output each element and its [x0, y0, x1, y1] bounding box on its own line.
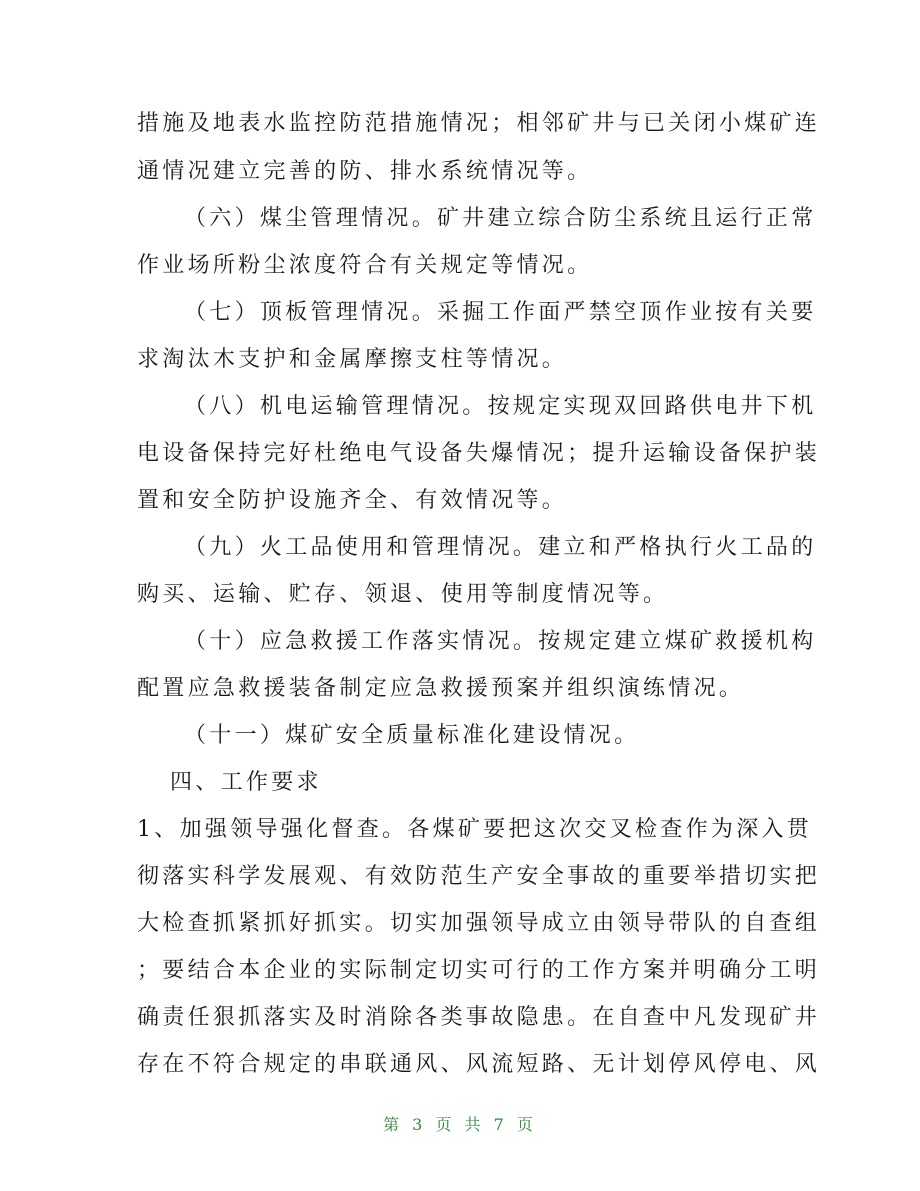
body-line: 配置应急救援装备制定应急救援预案并组织演练情况。: [137, 676, 745, 701]
body-line: 求淘汰木支护和金属摩擦支柱等情况。: [137, 347, 568, 372]
body-line: 1、加强领导强化督查。各煤矿要把这次交叉检查作为深入贯: [137, 817, 813, 842]
section-heading-10: （十）应急救援工作落实情况。按规定建立煤矿救援机构: [184, 629, 817, 654]
section-heading-7: （七）顶板管理情况。采掘工作面严禁空顶作业按有关要: [184, 300, 817, 325]
section-heading-9: （九）火工品使用和管理情况。建立和严格执行火工品的: [184, 535, 817, 560]
body-line: ；要结合本企业的实际制定切实可行的工作方案并明确分工明: [137, 958, 821, 983]
section-heading-8: （八）机电运输管理情况。按规定实现双回路供电井下机: [184, 394, 817, 419]
chapter-heading: 四、工作要求: [170, 770, 322, 795]
page-number-footer: 第 3 页 共 7 页: [383, 1115, 537, 1134]
body-line: 通情况建立完善的防、排水系统情况等。: [137, 159, 593, 184]
section-heading-11: （十一）煤矿安全质量标准化建设情况。: [184, 723, 640, 748]
body-line: 购买、运输、贮存、领退、使用等制度情况等。: [137, 582, 669, 607]
body-line: 作业场所粉尘浓度符合有关规定等情况。: [137, 253, 593, 278]
body-line: 确责任狠抓落实及时消除各类事故隐患。在自查中凡发现矿井: [137, 1005, 821, 1030]
body-line: 大检查抓紧抓好抓实。切实加强领导成立由领导带队的自查组: [137, 911, 821, 936]
body-line: 存在不符合规定的串联通风、风流短路、无计划停风停电、风: [137, 1052, 821, 1077]
body-line: 电设备保持完好杜绝电气设备失爆情况；提升运输设备保护装: [137, 441, 821, 466]
body-line: 置和安全防护设施齐全、有效情况等。: [137, 488, 568, 513]
section-heading-6: （六）煤尘管理情况。矿井建立综合防尘系统且运行正常: [184, 206, 817, 231]
body-line: 措施及地表水监控防范措施情况；相邻矿井与已关闭小煤矿连: [137, 111, 821, 136]
body-line: 彻落实科学发展观、有效防范生产安全事故的重要举措切实把: [137, 864, 821, 889]
